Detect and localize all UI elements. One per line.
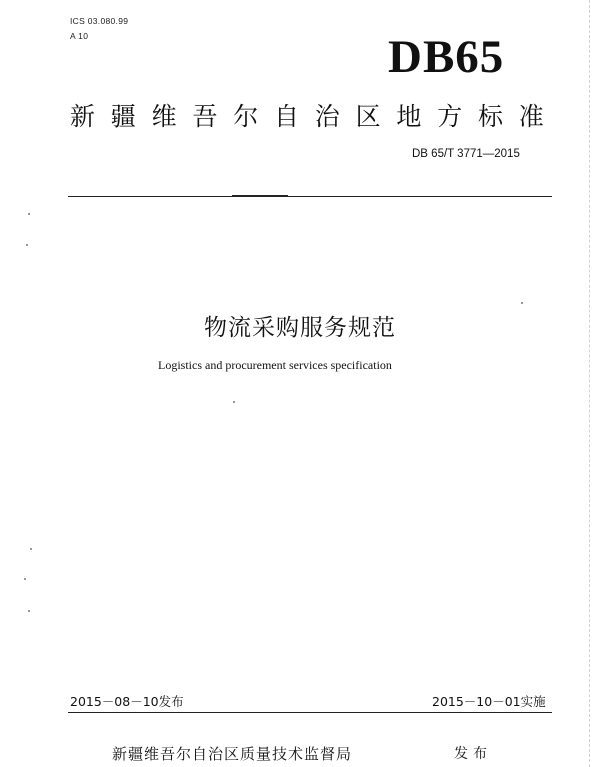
scan-speck	[28, 610, 30, 612]
issue-label: 发布	[454, 746, 492, 762]
scan-speck	[26, 244, 28, 246]
implement-date: 2015－10－01实施	[432, 694, 546, 709]
bottom-divider	[68, 712, 552, 713]
classification-code: A 10	[70, 31, 89, 41]
scan-edge-artifact	[589, 0, 596, 767]
document-title-english: Logistics and procurement services specification	[158, 358, 392, 372]
scan-speck	[521, 302, 523, 304]
ics-code: ICS 03.080.99	[70, 16, 129, 26]
scan-speck	[233, 401, 235, 403]
scan-speck	[24, 578, 26, 580]
standard-type: 新疆维吾尔自治区地方标准	[70, 102, 560, 131]
top-divider	[68, 196, 552, 197]
scan-speck	[30, 548, 32, 550]
issuing-authority: 新疆维吾尔自治区质量技术监督局	[112, 745, 353, 763]
standard-number: DB 65/T 3771—2015	[412, 148, 520, 160]
publish-date: 2015－08－10发布	[70, 694, 184, 709]
standard-logo: DB65	[388, 31, 505, 83]
scan-speck	[28, 213, 30, 215]
top-divider-accent	[232, 195, 288, 197]
document-title-chinese: 物流采购服务规范	[204, 315, 396, 341]
